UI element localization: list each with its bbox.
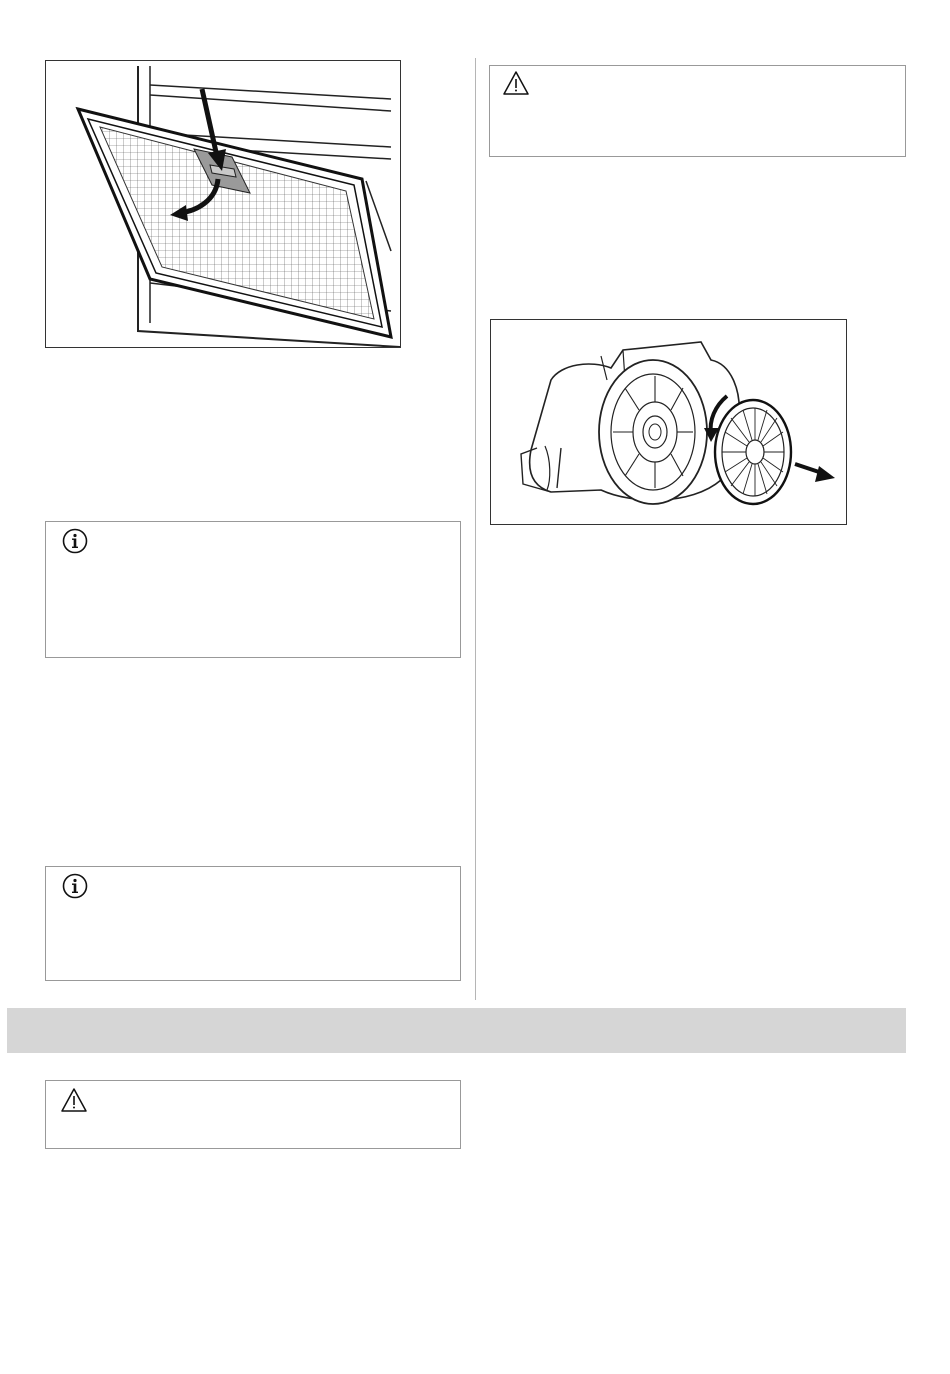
section-heading-bar [7,1008,906,1053]
info-icon [62,528,88,554]
column-divider [475,58,476,1000]
warning-box-2 [45,1080,461,1149]
charcoal-filter-figure [490,319,847,525]
grease-filter-removal-illustration [46,61,400,347]
info-icon [62,873,88,899]
info-box-2 [45,866,461,981]
warning-icon [60,1087,88,1113]
warning-icon [502,70,530,96]
grease-filter-figure [45,60,401,348]
charcoal-filter-removal-illustration [491,320,846,524]
warning-box-1 [489,65,906,157]
info-box-1 [45,521,461,658]
